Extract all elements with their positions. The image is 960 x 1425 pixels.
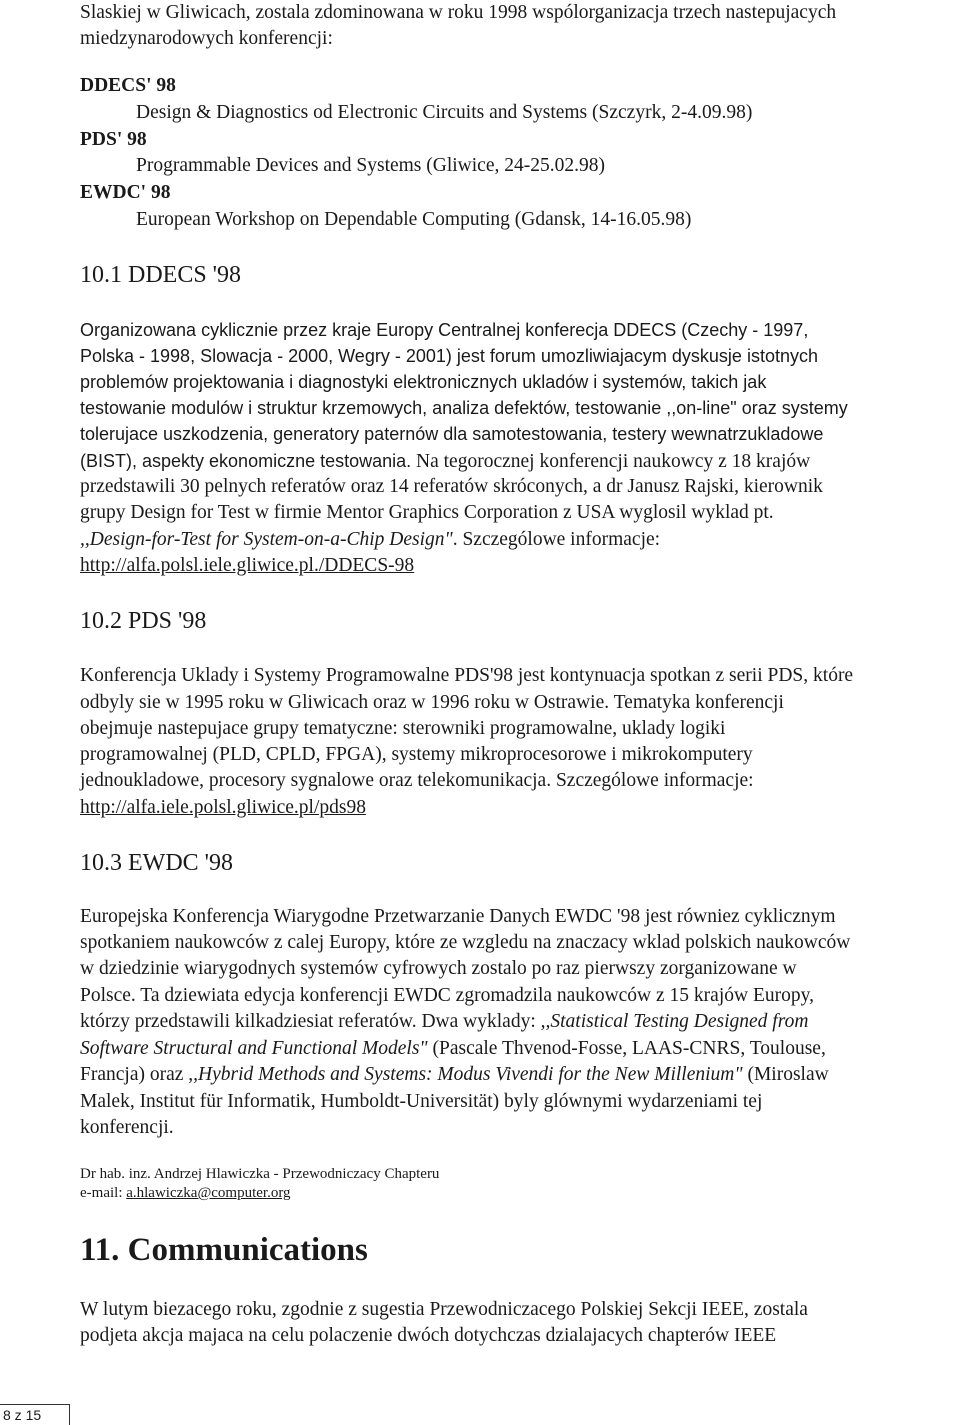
s101-link-line [80, 553, 414, 579]
ddecs-link[interactable]: http://alfa.polsl.iele.gliwice.pl./DDECS-98 [80, 555, 415, 576]
email-link[interactable]: a.hlawiczka@computer.org [126, 1185, 291, 1201]
s101-line [80, 527, 660, 553]
s102-line: odbyly sie w 1995 roku w Gliwicach oraz w 1996 roku w Ostrawie. Tematyka konferencji [80, 692, 784, 713]
pds-link[interactable]: http://alfa.iele.polsl.gliwice.pl/pds98 [80, 797, 366, 818]
conference-desc-ddecs: Design & Diagnostics od Electronic Circuits and Systems (Szczyrk, 2-4.09.98) [136, 102, 753, 123]
s101-line-9-rest: . Szczególowe informacje: [452, 529, 661, 550]
section-heading-10-2: 10.2 PDS '98 [80, 608, 207, 634]
s101-line: problemów projektowania i diagnostyki elektronicznych ukladów i systemów, takich jak [80, 372, 767, 392]
intro-line-1: Slaskiej w Gliwicach, zostala zdominowana w roku 1998 wspólorganizacja trzech nastepujacych [80, 2, 837, 23]
section-heading-10-3: 10.3 EWDC '98 [80, 850, 233, 876]
s103-line: Malek, Institut für Informatik, Humboldt-Universität) byly glównymi wydarzeniami tej [80, 1091, 763, 1112]
s102-line: programowalnej (PLD, CPLD, FPGA), systemy mikroprocesorowe i mikrokomputery [80, 744, 753, 765]
s103-line: w dziedzinie wiarygodnych systemów cyfrowych zostalo po raz pierwszy zorganizowane w [80, 958, 797, 979]
s101-line: tolerujace uszkodzenia, generatory paternów dla samotestowania, testery wewnatrzukladowe [80, 424, 824, 444]
section-heading-10-1: 10.1 DDECS '98 [80, 262, 242, 288]
s103-line: konferencji. [80, 1117, 174, 1138]
conference-abbr-pds: PDS' 98 [80, 129, 147, 150]
s103-line [80, 1036, 826, 1062]
s103-line-5a: którzy przedstawili kilkadziesiat referatów. Dwa wyklady: [80, 1011, 541, 1032]
s101-line: testowanie modulów i struktur krzemowych, analiza defektów, testowanie ,,on-line" oraz systemy [80, 398, 848, 418]
conference-abbr-ddecs: DDECS' 98 [80, 75, 176, 96]
s103-line [80, 1062, 829, 1088]
intro-line-2: miedzynarodowych konferencji: [80, 28, 333, 49]
conference-abbr-ewdc: EWDC' 98 [80, 182, 171, 203]
email-label: e-mail: [80, 1185, 127, 1201]
s101-line: przedstawili 30 pelnych referatów oraz 14 referatów skróconych, a dr Janusz Rajski, kierownik [80, 476, 823, 497]
s103-line: Europejska Konferencja Wiarygodne Przetwarzanie Danych EWDC '98 jest równiez cyklicznym [80, 906, 836, 927]
keynote-title-1a: ,,Statistical Testing Designed from [540, 1011, 809, 1032]
s103-line-6b: (Pascale Thvenod-Fosse, LAAS-CNRS, Toulouse, [427, 1038, 826, 1059]
section-heading-11: 11. Communications [80, 1232, 368, 1268]
s103-line [80, 1009, 808, 1035]
s102-line: obejmuje nastepujace grupy tematyczne: sterowniki programowalne, uklady logiki [80, 718, 726, 739]
conference-desc-ewdc: European Workshop on Dependable Computing (Gdansk, 14-16.05.98) [136, 209, 692, 230]
s101-line-6b: Na tegorocznej konferencji naukowcy z 18 krajów [411, 451, 811, 472]
signature-name: Dr hab. inz. Andrzej Hlawiczka - Przewodniczacy Chapteru [80, 1166, 440, 1182]
s11-line: podjeta akcja majaca na celu polaczenie dwóch dotychczas dzialajacych chapterów IEEE [80, 1325, 777, 1346]
s101-line: Organizowana cyklicznie przez kraje Europy Centralnej konferecja DDECS (Czechy - 1997, [80, 320, 809, 340]
s103-line: spotkaniem naukowców z calej Europy, które ze wzgledu na znaczacy wklad polskich naukowców [80, 932, 851, 953]
s102-link-line [80, 795, 366, 821]
signature-email-line [80, 1183, 291, 1203]
conference-desc-pds: Programmable Devices and Systems (Gliwice, 24-25.02.98) [136, 155, 605, 176]
keynote-title-ddecs: ,,Design-for-Test for System-on-a-Chip Design" [80, 529, 453, 550]
keynote-title-1b: Software Structural and Functional Models" [80, 1038, 428, 1059]
s103-line-7a: Francja) oraz [80, 1064, 189, 1085]
s101-line: grupy Design for Test w firmie Mentor Graphics Corporation z USA wyglosil wyklad pt. [80, 502, 774, 523]
s11-line: W lutym biezacego roku, zgodnie z sugestia Przewodniczacego Polskiej Sekcji IEEE, zostala [80, 1299, 808, 1320]
s101-line [80, 448, 810, 475]
s103-line-7c: (Miroslaw [742, 1064, 829, 1085]
keynote-title-2: ,,Hybrid Methods and Systems: Modus Vivendi for the New Millenium" [188, 1064, 743, 1085]
s102-line: jednoukladowe, procesory sygnalowe oraz telekomunikacja. Szczególowe informacje: [80, 770, 754, 791]
s101-line-6a: (BIST), aspekty ekonomiczne testowania. [80, 451, 412, 471]
page-number: 8 z 15 [0, 1404, 70, 1425]
s101-line: Polska - 1998, Slowacja - 2000, Wegry - 2001) jest forum umozliwiajacym dyskusje istotnych [80, 346, 818, 366]
s103-line: Polsce. Ta dziewiata edycja konferencji EWDC zgromadzila naukowców z 15 krajów Europy, [80, 985, 814, 1006]
s102-line: Konferencja Uklady i Systemy Programowalne PDS'98 jest kontynuacja spotkan z serii PDS, które [80, 665, 854, 686]
